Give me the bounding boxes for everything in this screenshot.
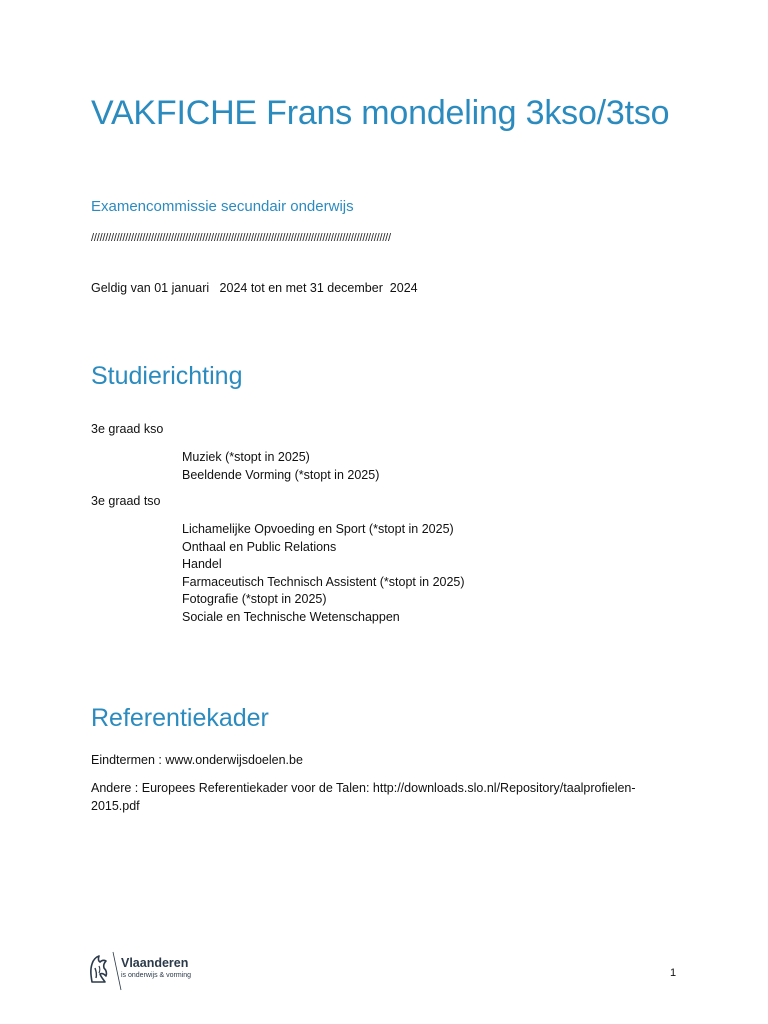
section-heading-studierichting: Studierichting (91, 362, 243, 390)
course-item: Beeldende Vorming (*stopt in 2025) (182, 467, 380, 482)
logo-tagline: is onderwijs & vorming (121, 972, 192, 979)
section-heading-referentiekader: Referentiekader (91, 704, 269, 732)
vlaanderen-logo (88, 950, 218, 992)
separator-line: ///////////////////////////////////////////////////////////////////////////////////////////////////////// (91, 232, 391, 244)
course-item: Fotografie (*stopt in 2025) (182, 592, 327, 607)
document-title: VAKFICHE Frans mondeling 3kso/3tso (91, 94, 670, 132)
grade-label-kso: 3e graad kso (91, 422, 164, 436)
andere-reference: Andere : Europees Referentiekader voor de Talen: http://downloads.slo.nl/Repository/taalprofielen-2015.pdf (91, 781, 636, 813)
course-list-kso (182, 449, 379, 484)
course-list-tso (182, 521, 465, 627)
page-number: 1 (670, 967, 677, 979)
validity-period: Geldig van 01 januari 2024 tot en met 31 december 2024 (91, 281, 418, 295)
grade-label-tso: 3e graad tso (91, 494, 161, 508)
course-item: Farmaceutisch Technisch Assistent (*stopt in 2025) (182, 574, 465, 589)
course-item: Onthaal en Public Relations (182, 539, 337, 554)
course-item: Muziek (*stopt in 2025) (182, 450, 310, 464)
logo-name: Vlaanderen (121, 956, 189, 970)
document-subtitle: Examencommissie secundair onderwijs (91, 198, 354, 215)
course-item: Sociale en Technische Wetenschappen (182, 609, 400, 624)
course-item: Lichamelijke Opvoeding en Sport (*stopt in 2025) (182, 522, 454, 536)
course-item: Handel (182, 557, 222, 572)
eindtermen-reference: Eindtermen : www.onderwijsdoelen.be (91, 753, 303, 767)
flemish-lion-icon (88, 952, 110, 986)
